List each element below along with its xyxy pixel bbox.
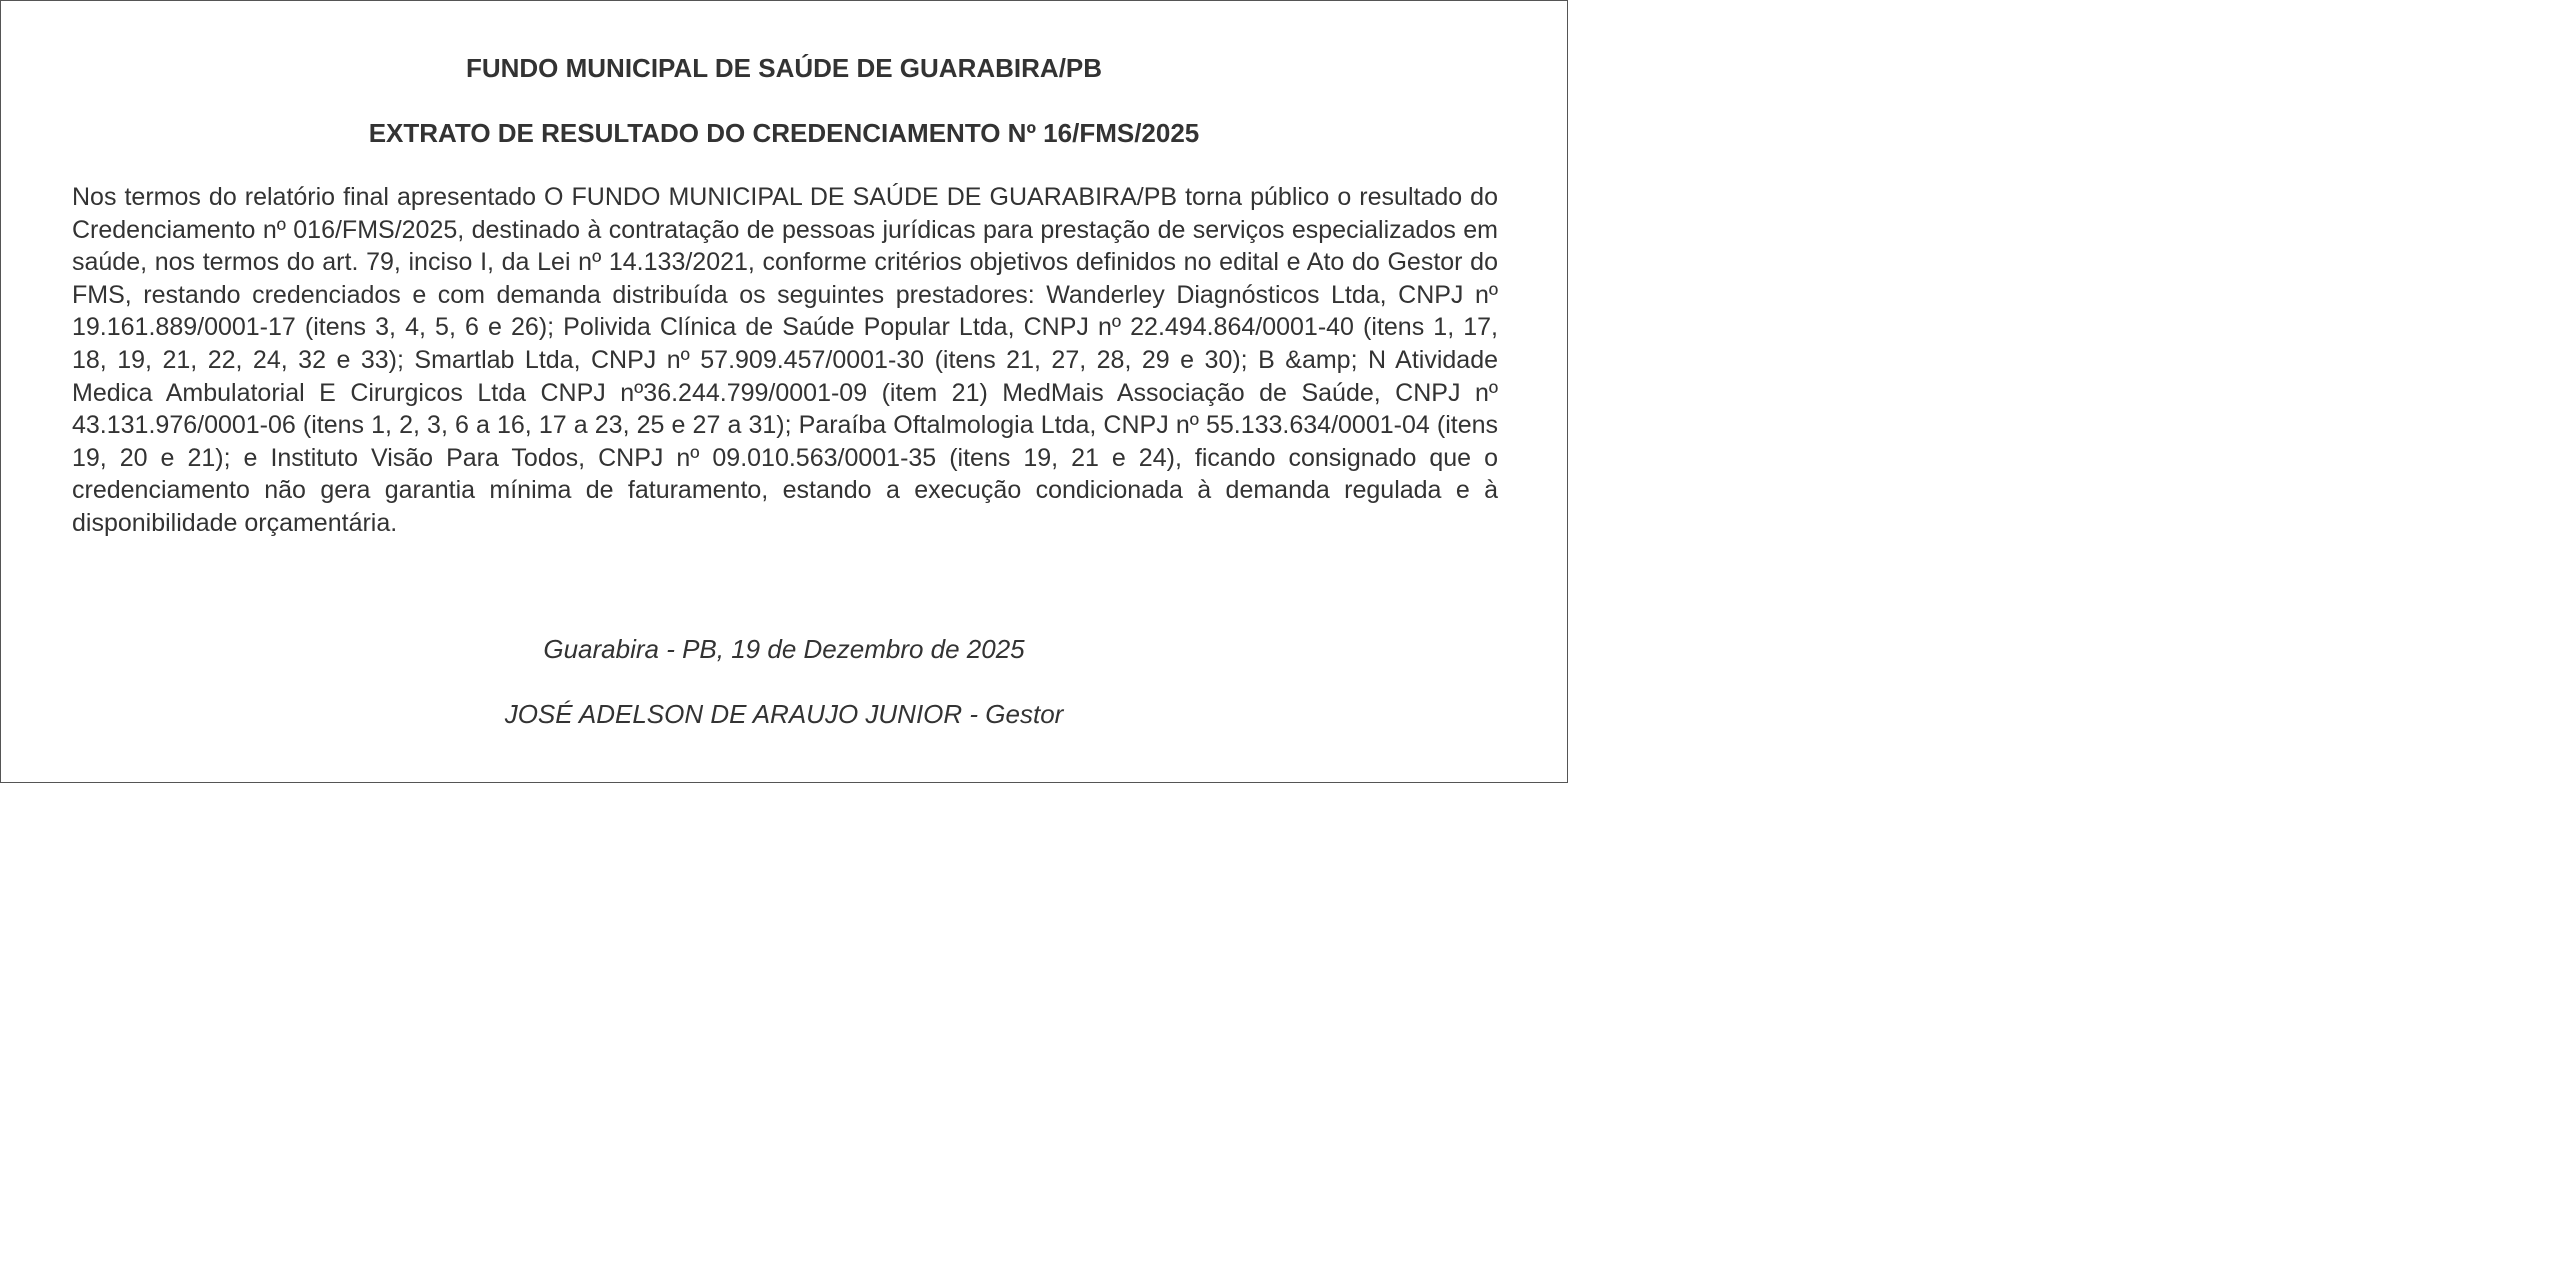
place-date: Guarabira - PB, 19 de Dezembro de 2025 [543, 634, 1025, 664]
document-frame [0, 0, 1568, 783]
document-title: FUNDO MUNICIPAL DE SAÚDE DE GUARABIRA/PB [465, 53, 1103, 83]
signature: JOSÉ ADELSON DE ARAUJO JUNIOR - Gestor [504, 699, 1064, 729]
document-subtitle: EXTRATO DE RESULTADO DO CREDENCIAMENTO Nº 16/FMS/2025 [368, 118, 1200, 148]
body-paragraph: Nos termos do relatório final apresentado O FUNDO MUNICIPAL DE SAÚDE DE GUARABIRA/PB torna público o resultado do Credenciamento nº 016/FMS/2025, destinado à contratação de pessoas jurídicas para prestação de serviços especializados em saúde, nos termos do art. 79, inciso I, da Lei nº 14.133/2021, conforme critérios objetivos definidos no edital e Ato do Gestor do FMS, restando credenciados e com demanda distribuída os seguintes prestadores: Wanderley Diagnósticos Ltda, CNPJ nº 19.161.889/0001-17 (itens 3, 4, 5, 6 e 26); Polivida Clínica de Saúde Popular Ltda, CNPJ nº 22.494.864/0001-40 (itens 1, 17, 18, 19, 21, 22, 24, 32 e 33); Smartlab Ltda, CNPJ nº 57.909.457/0001-30 (itens 21, 27, 28, 29 e 30); B &amp; N Atividade Medica Ambulatorial E Cirurgicos Ltda CNPJ nº36.244.799/0001-09 (item 21) MedMais Associação de Saúde, CNPJ nº 43.131.976/0001-06 (itens 1, 2, 3, 6 a 16, 17 a 23, 25 e 27 a 31); Paraíba Oftalmologia Ltda, CNPJ nº 55.133.634/0001-04 (itens 19, 20 e 21); e Instituto Visão Para Todos, CNPJ nº 09.010.563/0001-35 (itens 19, 21 e 24), ficando consignado que o credenciamento não gera garantia mínima de faturamento, estando a execução condicionada à demanda regulada e à disponibilidade orçamentária. [72, 183, 1498, 537]
